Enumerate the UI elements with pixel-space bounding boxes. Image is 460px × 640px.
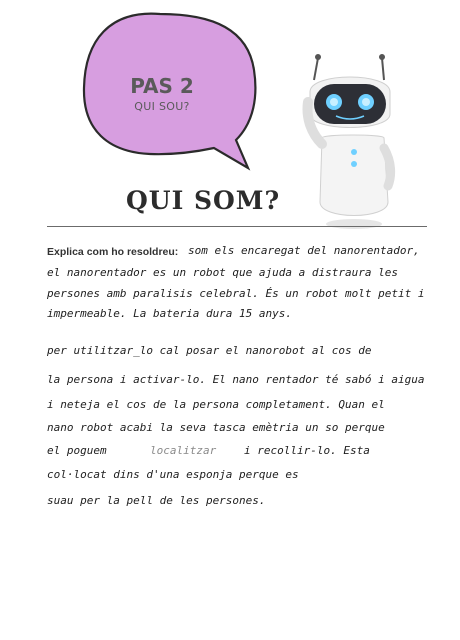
handwriting-line-7: i neteja el cos de la persona completament. Quan el [47, 398, 385, 411]
handwriting-line-2: el nanorentador es un robot que ajuda a distraura les [47, 266, 398, 279]
divider [47, 226, 427, 227]
handwriting-line-4: impermeable. La bateria dura 15 anys. [47, 307, 293, 320]
handwriting-line-9c: i recollir-lo. Esta [244, 444, 370, 457]
step-subtitle: QUI SOU? [134, 100, 190, 113]
handwriting-line-1: som els encaregat del nanorentador, [188, 244, 420, 257]
step-title: PAS 2 [130, 74, 194, 98]
handwriting-line-9b: localitzar [150, 444, 217, 457]
prompt-label: Explica com ho resoldreu: [47, 246, 179, 258]
handwriting-line-11: suau per la pell de les persones. [47, 494, 266, 507]
handwriting-line-3: persones amb paralisis celebral. És un robot molt petit i [47, 287, 425, 300]
handwriting-line-9a: el poguem [47, 444, 107, 457]
robot-illustration [292, 52, 422, 232]
handwriting-line-5: per utilitzar_lo cal posar el nanorobot al cos de [47, 344, 372, 357]
handwriting-line-6: la persona i activar-lo. El nano rentador té sabó i aigua [47, 373, 425, 386]
handwriting-line-10: col·locat dins d'una esponja perque es [47, 468, 299, 481]
handwriting-line-8: nano robot acabi la seva tasca emètria un so perque [47, 421, 385, 434]
page-heading: QUI SOM? [126, 186, 281, 215]
